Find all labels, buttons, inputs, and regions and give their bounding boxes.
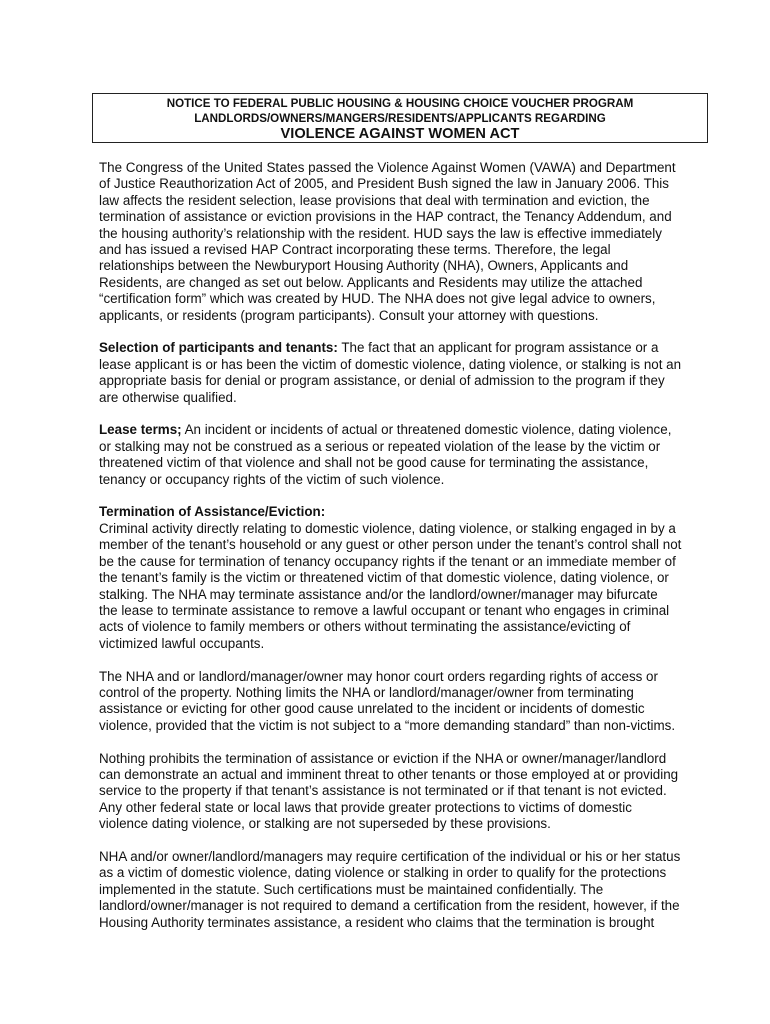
text-line: of Justice Reauthorization Act of 2005, and President Bush signed the law in January 2006. This [99,176,669,192]
text-line: termination of assistance or eviction provisions in the HAP contract, the Tenancy Addendum, and [99,209,672,225]
text-line: the housing authority’s relationship with the resident. HUD says the law is effective immediately [99,225,662,241]
paragraph-termination [99,504,705,652]
text-line: applicants, or residents (program participants). Consult your attorney with questions. [99,307,599,323]
text-line: tenancy or occupancy rights of the victim of such violence. [99,471,445,487]
text-line: relationships between the Newburyport Housing Authority (NHA), Owners, Applicants and [99,258,629,274]
text-line: acts of violence to family members or others without terminating the assistance/evicting of [99,619,631,635]
text-line: landlord/owner/manager is not required to demand a certification from the resident, however, if the [99,898,680,914]
text-line: control of the property. Nothing limits the NHA or landlord/manager/owner from terminating [99,684,634,700]
section-heading-selection: Selection of participants and tenants: [99,340,338,356]
notice-header-box [92,93,708,143]
text-line: are otherwise qualified. [99,389,237,405]
text-run: An incident or incidents of actual or threatened domestic violence, dating violence, [181,422,672,438]
text-line: service to the property if that tenant’s assistance is not terminated or if that tenant is not evicted. [99,783,667,799]
text-line: the tenant’s family is the victim or threatened victim of that domestic violence, dating violence, or [99,570,669,586]
text-line: and has issued a revised HAP Contract incorporating these terms. Therefore, the legal [99,242,611,258]
text-line: violence dating violence, or stalking are not superseded by these provisions. [99,816,551,832]
paragraph-certification [99,849,705,931]
section-heading-termination: Termination of Assistance/Eviction: [99,504,326,520]
text-line: or stalking may not be construed as a serious or repeated violation of the lease by the victim or [99,438,661,454]
text-line: Housing Authority terminates assistance, a resident who claims that the termination is brought [99,914,655,930]
text-line: Criminal activity directly relating to domestic violence, dating violence, or stalking engaged in by a [99,520,676,536]
text-line: violence, provided that the victim is not subject to a “more demanding standard” than non-victims. [99,717,676,733]
text-line: assistance or evicting for other good cause unrelated to the incident or incidents of domestic [99,701,645,717]
text-run: The fact that an applicant for program assistance or a [337,340,659,356]
text-line: NHA and/or owner/landlord/managers may require certification of the individual or his or her status [99,848,681,864]
text-line: threatened victim of that violence and shall not be good cause for terminating the assistance, [99,455,649,471]
text-line: the lease to terminate assistance to remove a lawful occupant or tenant who engages in criminal [99,602,670,618]
text-line: stalking. The NHA may terminate assistance and/or the landlord/owner/manager may bifurcate [99,586,658,602]
text-line [99,422,705,438]
text-line: as a victim of domestic violence, dating violence or stalking in order to qualify for the protections [99,865,667,881]
paragraph-lease-terms [99,422,705,488]
document-body [99,160,705,931]
text-line: be the cause for termination of tenancy occupancy rights if the tenant or an immediate member of [99,553,676,569]
text-line: Any other federal state or local laws that provide greater protections to victims of domestic [99,799,632,815]
text-line: Residents, are changed as set out below. Applicants and Residents may utilize the attached [99,274,643,290]
text-line: can demonstrate an actual and imminent threat to other tenants or those employed at or providing [99,766,679,782]
text-line: “certification form” which was created by HUD. The NHA does not give legal advice to owners, [99,291,656,307]
text-line: member of the tenant’s household or any guest or other person under the tenant’s control shall not [99,537,682,553]
text-line: implemented in the statute. Such certifications must be maintained confidentially. The [99,881,604,897]
text-line: Nothing prohibits the termination of assistance or eviction if the NHA or owner/manager/landlord [99,750,667,766]
paragraph-selection [99,340,705,406]
section-heading-lease-terms: Lease terms; [99,422,182,438]
text-line: law affects the resident selection, lease provisions that deal with termination and eviction, the [99,192,650,208]
text-line: The Congress of the United States passed the Violence Against Women (VAWA) and Department [99,160,676,175]
paragraph-court-orders [99,669,705,735]
paragraph-intro [99,160,705,324]
paragraph-imminent-threat [99,751,705,833]
text-line: The NHA and or landlord/manager/owner may honor court orders regarding rights of access or [99,668,658,684]
text-line [99,340,705,356]
text-line: victimized lawful occupants. [99,635,265,651]
text-line: lease applicant is or has been the victim of domestic violence, dating violence, or stalking is not an [99,356,682,372]
header-line-2: LANDLORDS/OWNERS/MANGERS/RESIDENTS/APPLICANTS REGARDING [194,111,606,125]
header-line-1: NOTICE TO FEDERAL PUBLIC HOUSING & HOUSING CHOICE VOUCHER PROGRAM [166,97,634,110]
notice-title: VIOLENCE AGAINST WOMEN ACT [280,126,520,142]
text-line: appropriate basis for denial or program assistance, or denial of admission to the program if they [99,373,665,389]
